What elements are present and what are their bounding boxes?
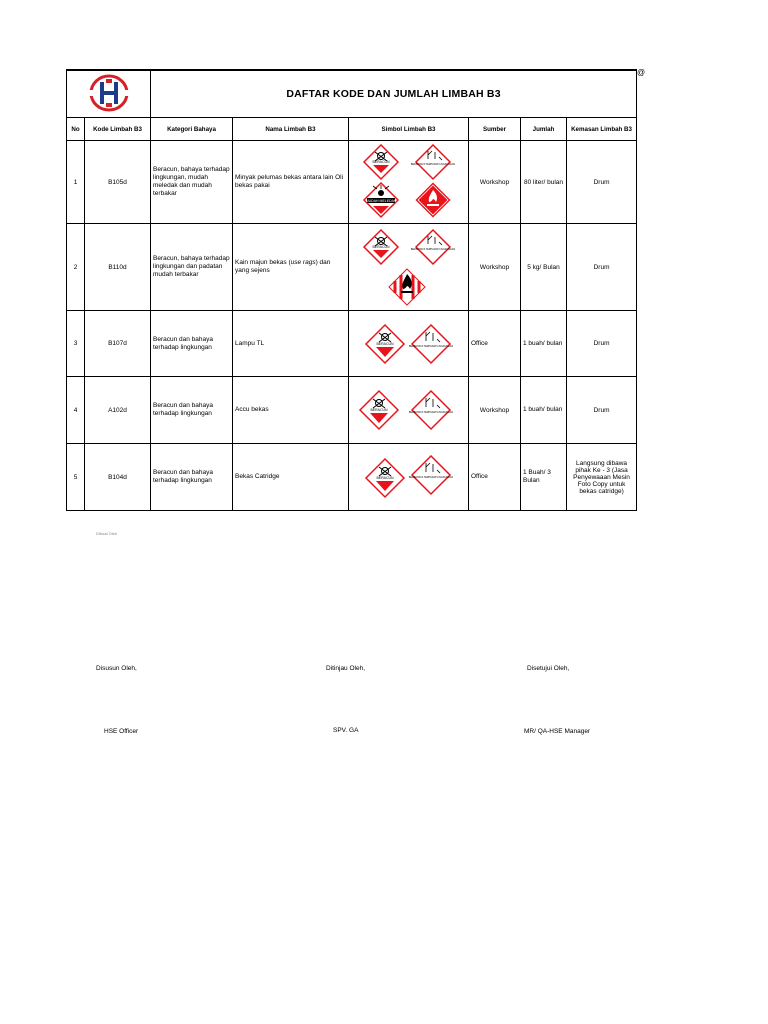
cell-nama: Lampu TL: [233, 311, 349, 377]
company-logo-icon: [86, 73, 132, 113]
cell-kode: B110d: [85, 224, 151, 311]
cell-sumber: Office: [469, 311, 521, 377]
cell-kode: B105d: [85, 141, 151, 224]
cell-kemasan: Langsung dibawa pihak Ke - 3 (Jasa Penyewaaan Mesin Foto Copy untuk bekas catridge): [567, 444, 637, 511]
col-jumlah: Jumlah: [521, 118, 567, 141]
cell-simbol: [349, 224, 469, 311]
header-row: [67, 118, 637, 141]
nama-emphasis: use rags: [290, 259, 316, 266]
toxic-label: BERACUN: [369, 408, 388, 412]
cell-sumber: Workshop: [469, 377, 521, 444]
cell-nama: [233, 224, 349, 311]
flammable-icon: [415, 182, 451, 218]
company-logo: [67, 70, 151, 118]
table-row: [67, 377, 637, 444]
env-label: BERBAHAYA TERHADAP LINGKUNGAN: [408, 411, 453, 414]
cell-nama: Minyak pelumas bekas antara lain Oli bekas pakai: [233, 141, 349, 224]
table-row: [67, 311, 637, 377]
toxic-icon: [366, 325, 404, 363]
col-nama: Nama Limbah B3: [233, 118, 349, 141]
hazard-symbols: [353, 455, 465, 499]
env-label: BERBAHAYA TERHADAP LINGKUNGAN: [408, 476, 453, 479]
cell-kode: A102d: [85, 377, 151, 444]
explosive-label: MUDAH MELEDAK: [365, 199, 396, 203]
cell-no: 3: [67, 311, 85, 377]
cell-simbol: [349, 311, 469, 377]
col-no: No: [67, 118, 85, 141]
cell-kategori: Beracun, bahaya terhadap lingkungan dan padatan mudah terbakar: [151, 224, 233, 311]
environment-hazard-icon: [410, 230, 454, 264]
hazard-symbols: [353, 227, 465, 307]
cell-no: 1: [67, 141, 85, 224]
waste-code-table: [66, 69, 637, 511]
hazard-symbols: [353, 322, 465, 366]
col-simbol: Simbol Limbah B3: [349, 118, 469, 141]
env-label: BERBAHAYA TERHADAP LINGKUNGAN: [410, 248, 455, 251]
cell-kategori: Beracun dan bahaya terhadap lingkungan: [151, 377, 233, 444]
environment-hazard-icon: [410, 145, 454, 179]
cell-sumber: Office: [469, 444, 521, 511]
page-title: DAFTAR KODE DAN JUMLAH LIMBAH B3: [151, 70, 637, 118]
prepared-by-role: HSE Officer: [104, 728, 139, 735]
cell-kemasan: Drum: [567, 224, 637, 311]
cell-jumlah: 1 buah/ bulan: [521, 311, 567, 377]
title-row: [67, 70, 637, 118]
cell-jumlah: 1 Buah/ 3 Bulan: [521, 444, 567, 511]
environment-hazard-icon: [408, 391, 452, 429]
cell-sumber: Workshop: [469, 141, 521, 224]
hazard-symbols: [353, 144, 465, 220]
toxic-label: BERACUN: [371, 245, 390, 249]
env-label: BERBAHAYA TERHADAP LINGKUNGAN: [408, 344, 453, 348]
explosive-icon: [364, 183, 398, 217]
toxic-icon: [364, 230, 398, 264]
cell-kemasan: Drum: [567, 377, 637, 444]
env-label: BERBAHAYA TERHADAP LINGKUNGAN: [410, 163, 455, 166]
cell-nama: Accu bekas: [233, 377, 349, 444]
table-row: [67, 141, 637, 224]
cell-simbol: [349, 141, 469, 224]
cell-jumlah: 80 liter/ bulan: [521, 141, 567, 224]
waste-table-sheet: [66, 69, 636, 511]
nama-part-a: Kain majun bekas (: [235, 259, 291, 266]
col-kode: Kode Limbah B3: [85, 118, 151, 141]
toxic-icon: [360, 391, 398, 429]
cell-simbol: [349, 444, 469, 511]
table-row: [67, 444, 637, 511]
approved-by-role: MR/ QA-HSE Manager: [524, 728, 591, 735]
toxic-label: BERACUN: [371, 160, 390, 164]
corner-mark: @: [637, 68, 646, 77]
cell-no: 5: [67, 444, 85, 511]
faint-text: Dibuat Oleh: [96, 531, 118, 536]
cell-kemasan: Drum: [567, 141, 637, 224]
cell-sumber: Workshop: [469, 224, 521, 311]
cell-nama: Bekas Catridge: [233, 444, 349, 511]
nama-part-b: ) dan yang sejens: [235, 259, 331, 274]
col-kategori: Kategori Bahaya: [151, 118, 233, 141]
toxic-icon: [366, 459, 404, 497]
prepared-by-label: Disusun Oleh,: [96, 665, 137, 672]
environment-hazard-icon: [408, 325, 452, 363]
toxic-label: BERACUN: [375, 476, 394, 480]
cell-jumlah: 1 buah/ bulan: [521, 377, 567, 444]
reviewed-by-role: SPV. GA: [333, 727, 359, 734]
environment-hazard-icon: [408, 456, 452, 494]
flammable-solid-icon: [389, 269, 425, 305]
cell-kategori: Beracun, bahaya terhadap lingkungan, mudah meledak dan mudah terbakar: [151, 141, 233, 224]
cell-kemasan: Drum: [567, 311, 637, 377]
table-row: [67, 224, 637, 311]
toxic-icon: [364, 145, 398, 179]
cell-no: 4: [67, 377, 85, 444]
cell-jumlah: 5 kg/ Bulan: [521, 224, 567, 311]
cell-kode: B107d: [85, 311, 151, 377]
hazard-symbols: [353, 388, 465, 432]
cell-kategori: Beracun dan bahaya terhadap lingkungan: [151, 444, 233, 511]
cell-kategori: Beracun dan bahaya terhadap lingkungan: [151, 311, 233, 377]
cell-no: 2: [67, 224, 85, 311]
cell-kode: B104d: [85, 444, 151, 511]
col-sumber: Sumber: [469, 118, 521, 141]
cell-simbol: [349, 377, 469, 444]
approved-by-label: Disetujui Oleh,: [527, 665, 570, 672]
reviewed-by-label: Ditinjau Oleh,: [326, 665, 366, 672]
toxic-label: BERACUN: [375, 341, 394, 346]
col-kemasan: Kemasan Limbah B3: [567, 118, 637, 141]
